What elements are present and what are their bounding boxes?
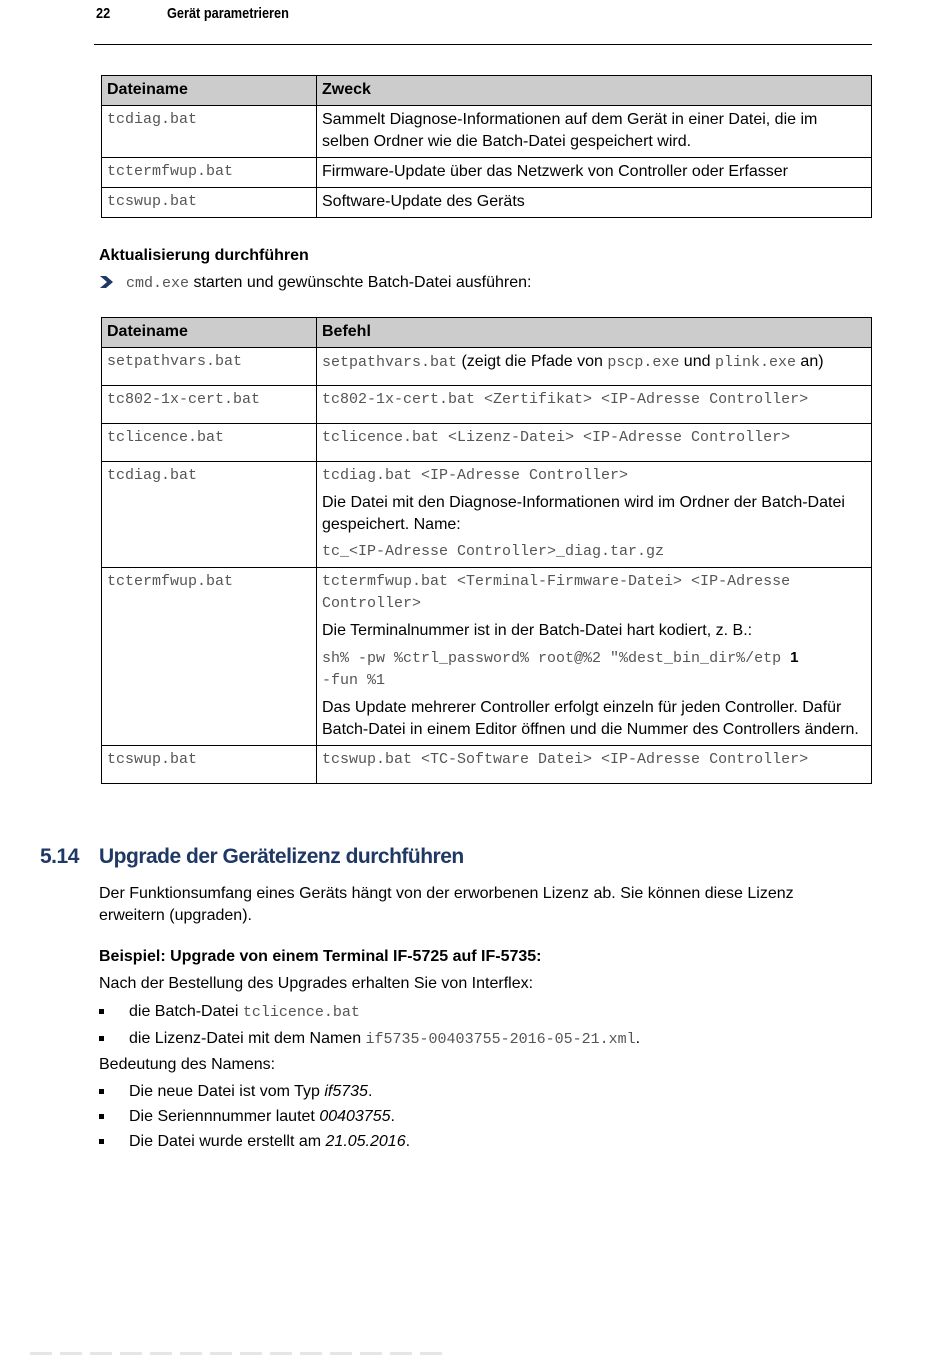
command-cell: tc802-1x-cert.bat <Zertifikat> <IP-Adresse Controller> [317,386,872,424]
command-cell [317,348,872,386]
command-text: und [679,353,715,370]
update-heading: Aktualisierung durchführen [99,247,309,264]
command-code: setpathvars.bat [322,354,458,371]
update-step [99,272,531,295]
list-item-text: . [367,1083,373,1100]
table-row [102,424,872,462]
table-row [102,568,872,746]
command-cell [317,462,872,568]
page-header [0,0,950,46]
list-item-text: . [390,1108,395,1125]
filename-cell: tc802-1x-cert.bat [102,386,317,424]
list-item-text: die Lizenz-Datei mit dem Namen [129,1030,366,1047]
command-cell: tclicence.bat <Lizenz-Datei> <IP-Adresse Controller> [317,424,872,462]
list-item-emphasis: if5735 [324,1083,368,1100]
table-row [102,348,872,386]
bullet-icon [99,1114,104,1119]
arrow-right-icon [99,275,115,289]
after-order-text: Nach der Bestellung des Upgrades erhalten Sie von Interflex: [99,975,534,992]
command-text: (zeigt die Pfade von [457,353,608,370]
meaning-text: Bedeutung des Namens: [99,1056,276,1073]
column-header-command: Befehl [317,318,872,348]
purpose-table [101,75,872,218]
purpose-cell: Sammelt Diagnose-Informationen auf dem Gerät in einer Datei, die im selben Ordner wie die Batch-Datei gespeichert wird. [317,106,872,158]
step-code: cmd.exe [126,275,190,292]
table-row [102,462,872,568]
table-row [102,158,872,188]
list-item-text: Die Seriennnummer lautet [129,1108,320,1125]
section-number: 5.14 [40,845,79,868]
column-header-purpose: Zweck [317,76,872,106]
bullet-icon [99,1036,104,1041]
filename-cell: tctermfwup.bat [102,568,317,746]
section-intro: Der Funktionsumfang eines Geräts hängt von der erworbenen Lizenz ab. Sie können diese Lizenz erweitern (upgraden). [99,885,794,924]
bullet-icon [99,1089,104,1094]
code-example-part: sh% -pw %ctrl_password% root@%2 "%dest_bin_dir%/etp [322,650,791,667]
column-header-filename: Dateiname [102,76,317,106]
step-text: starten und gewünschte Batch-Datei ausführen: [189,274,532,291]
purpose-cell: Firmware-Update über das Netzwerk von Controller oder Erfasser [317,158,872,188]
code-example-bold: 1 [790,649,799,666]
command-text: an) [795,353,824,370]
list-item-emphasis: 00403755 [319,1108,391,1125]
example-heading: Beispiel: Upgrade von einem Terminal IF-5725 auf IF-5735: [99,948,542,965]
page-number: 22 [96,5,111,22]
table-header-row [102,318,872,348]
header-rule [94,44,872,45]
purpose-cell: Software-Update des Geräts [317,188,872,218]
list-item-code: tclicence.bat [242,1004,360,1021]
command-code: tcdiag.bat <IP-Adresse Controller> [322,467,629,484]
list-item-code: if5735-00403755-2016-05-21.xml [365,1031,636,1048]
table-row [102,106,872,158]
output-filename: tc_<IP-Adresse Controller>_diag.tar.gz [322,543,665,560]
command-note: Die Datei mit den Diagnose-Informationen wird im Ordner der Batch-Datei gespeichert. Name: [322,494,845,533]
header-title: Gerät parametrieren [167,5,289,22]
command-cell: tcswup.bat <TC-Software Datei> <IP-Adresse Controller> [317,746,872,784]
code-example [322,647,866,692]
table-row [102,386,872,424]
command-table [101,317,872,784]
table-header-row [102,76,872,106]
command-note: Die Terminalnummer ist in der Batch-Datei hart kodiert, z. B.: [322,622,753,639]
filename-cell: tcswup.bat [102,188,317,218]
filename-cell: tcswup.bat [102,746,317,784]
footer-watermark [30,1352,450,1355]
filename-cell: setpathvars.bat [102,348,317,386]
list-item-text: die Batch-Datei [129,1003,243,1020]
command-note: Das Update mehrerer Controller erfolgt einzeln für jeden Controller. Dafür Batch-Datei in einem Editor öffnen und die Nummer des Controllers ändern. [322,699,859,738]
code-example-part: -fun %1 [322,672,386,689]
filename-cell: tcdiag.bat [102,462,317,568]
filename-cell: tcdiag.bat [102,106,317,158]
table-row [102,188,872,218]
command-cell [317,568,872,746]
command-code: tctermfwup.bat <Terminal-Firmware-Datei> <IP-Adresse Controller> [322,573,791,612]
filename-cell: tctermfwup.bat [102,158,317,188]
bullet-icon [99,1009,104,1014]
list-item-text: Die neue Datei ist vom Typ [129,1083,325,1100]
section-title: Upgrade der Gerätelizenz durchführen [99,845,464,868]
list-item-text: . [405,1133,411,1150]
table-row [102,746,872,784]
list-item-emphasis: 21.05.2016 [325,1133,406,1150]
list-item-text: . [635,1030,641,1047]
bullet-icon [99,1139,104,1144]
command-code: plink.exe [714,354,796,371]
command-code: pscp.exe [607,354,680,371]
list-item-text: Die Datei wurde erstellt am [129,1133,326,1150]
filename-cell: tclicence.bat [102,424,317,462]
column-header-filename: Dateiname [102,318,317,348]
